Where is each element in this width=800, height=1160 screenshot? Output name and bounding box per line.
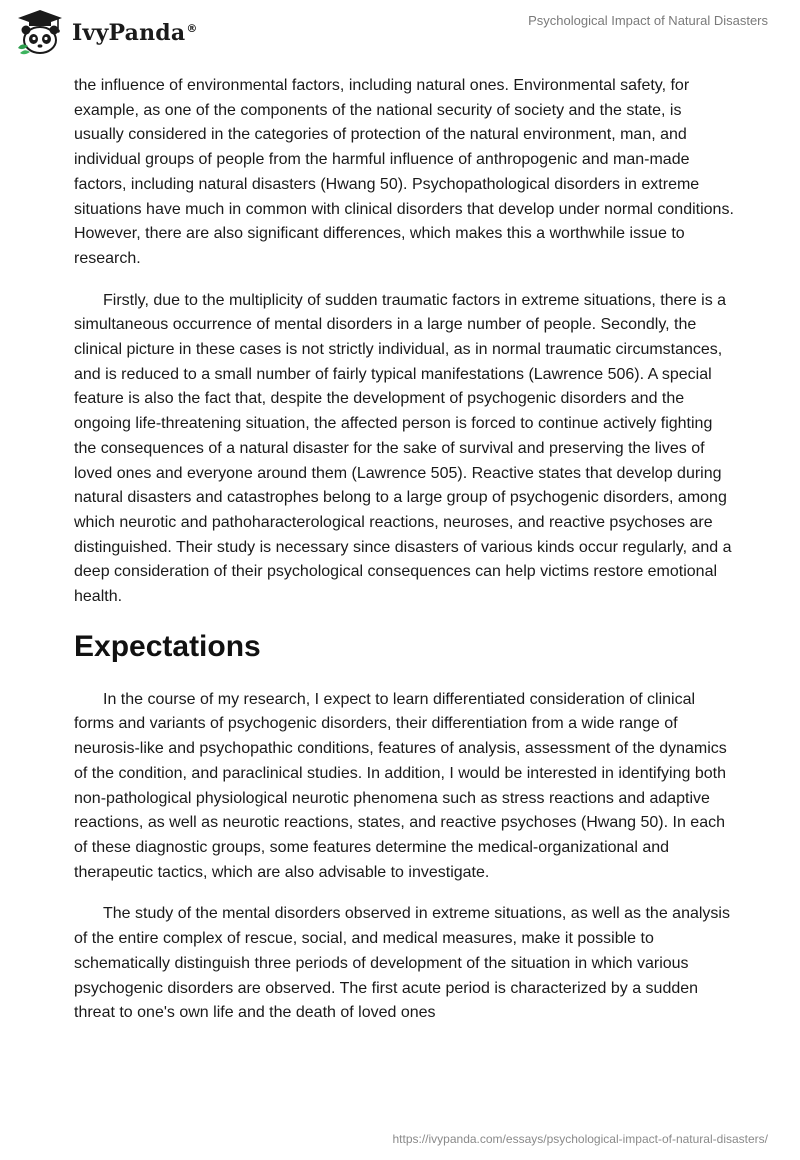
essay-body [74, 74, 734, 1026]
ivypanda-logo[interactable] [14, 8, 198, 56]
logo-text: IvyPanda® [72, 20, 198, 46]
paragraph: The study of the mental disorders observed in extreme situations, as well as the analysis of the entire complex of rescue, social, and medical measures, make it possible to schematically distinguish three periods of development of the situation in which various psychogenic disorders are observed. The first acute period is characterized by a sudden threat to one's own life and the death of loved ones [74, 905, 730, 1022]
page-header [0, 0, 800, 64]
paragraph: In the course of my research, I expect to learn differentiated consideration of clinical forms and variants of psychogenic disorders, their differentiation from a wide range of neurosis-like and psychopathic conditions, features of analysis, assessment of the dynamics of the condition, and paraclinical studies. In addition, I would be interested in identifying both non-pathological physiological neurotic phenomena such as stress reactions and adaptive reactions, as well as neurotic reactions, states, and reactive psychoses (Hwang 50). In each of these diagnostic groups, some features determine the medical-organizational and therapeutic tactics, which are also advisable to investigate. [74, 690, 727, 881]
source-url[interactable]: https://ivypanda.com/essays/psychological-impact-of-natural-disasters/ [392, 1132, 768, 1146]
document-title: Psychological Impact of Natural Disasters [528, 13, 768, 28]
panda-graduation-cap-icon [14, 8, 66, 56]
paragraph: the influence of environmental factors, including natural ones. Environmental safety, for example, as one of the components of the national security of society and the state, is usually considered in the categories of protection of the natural environment, man, and individual groups of people from the harmful influence of anthropogenic and man-made factors, including natural disasters (Hwang 50). Psychopathological disorders in extreme situations have much in common with clinical disorders that develop under normal conditions. However, there are also significant differences, which makes this a worthwhile issue to research. [74, 77, 734, 267]
section-heading: Expectations [74, 629, 261, 663]
paragraph: Firstly, due to the multiplicity of sudden traumatic factors in extreme situations, there is a simultaneous occurrence of mental disorders in a large number of people. Secondly, the clinical picture in these cases is not strictly individual, as in normal traumatic circumstances, and is reduced to a small number of fairly typical manifestations (Lawrence 506). A special feature is also the fact that, despite the development of psychogenic disorders and the ongoing life-threatening situation, the affected person is forced to continue actively fighting the consequences of a natural disaster for the sake of survival and preserving the lives of loved ones and everyone around them (Lawrence 505). Reactive states that develop during natural disasters and catastrophes belong to a large group of psychogenic disorders, among which neurotic and pathoharacterological reactions, neuroses, and reactive psychoses are distinguished. Their study is necessary since disasters of various kinds occur regularly, and a deep consideration of their psychological consequences can help victims restore emotional health. [74, 291, 732, 606]
registered-mark: ® [186, 21, 198, 35]
